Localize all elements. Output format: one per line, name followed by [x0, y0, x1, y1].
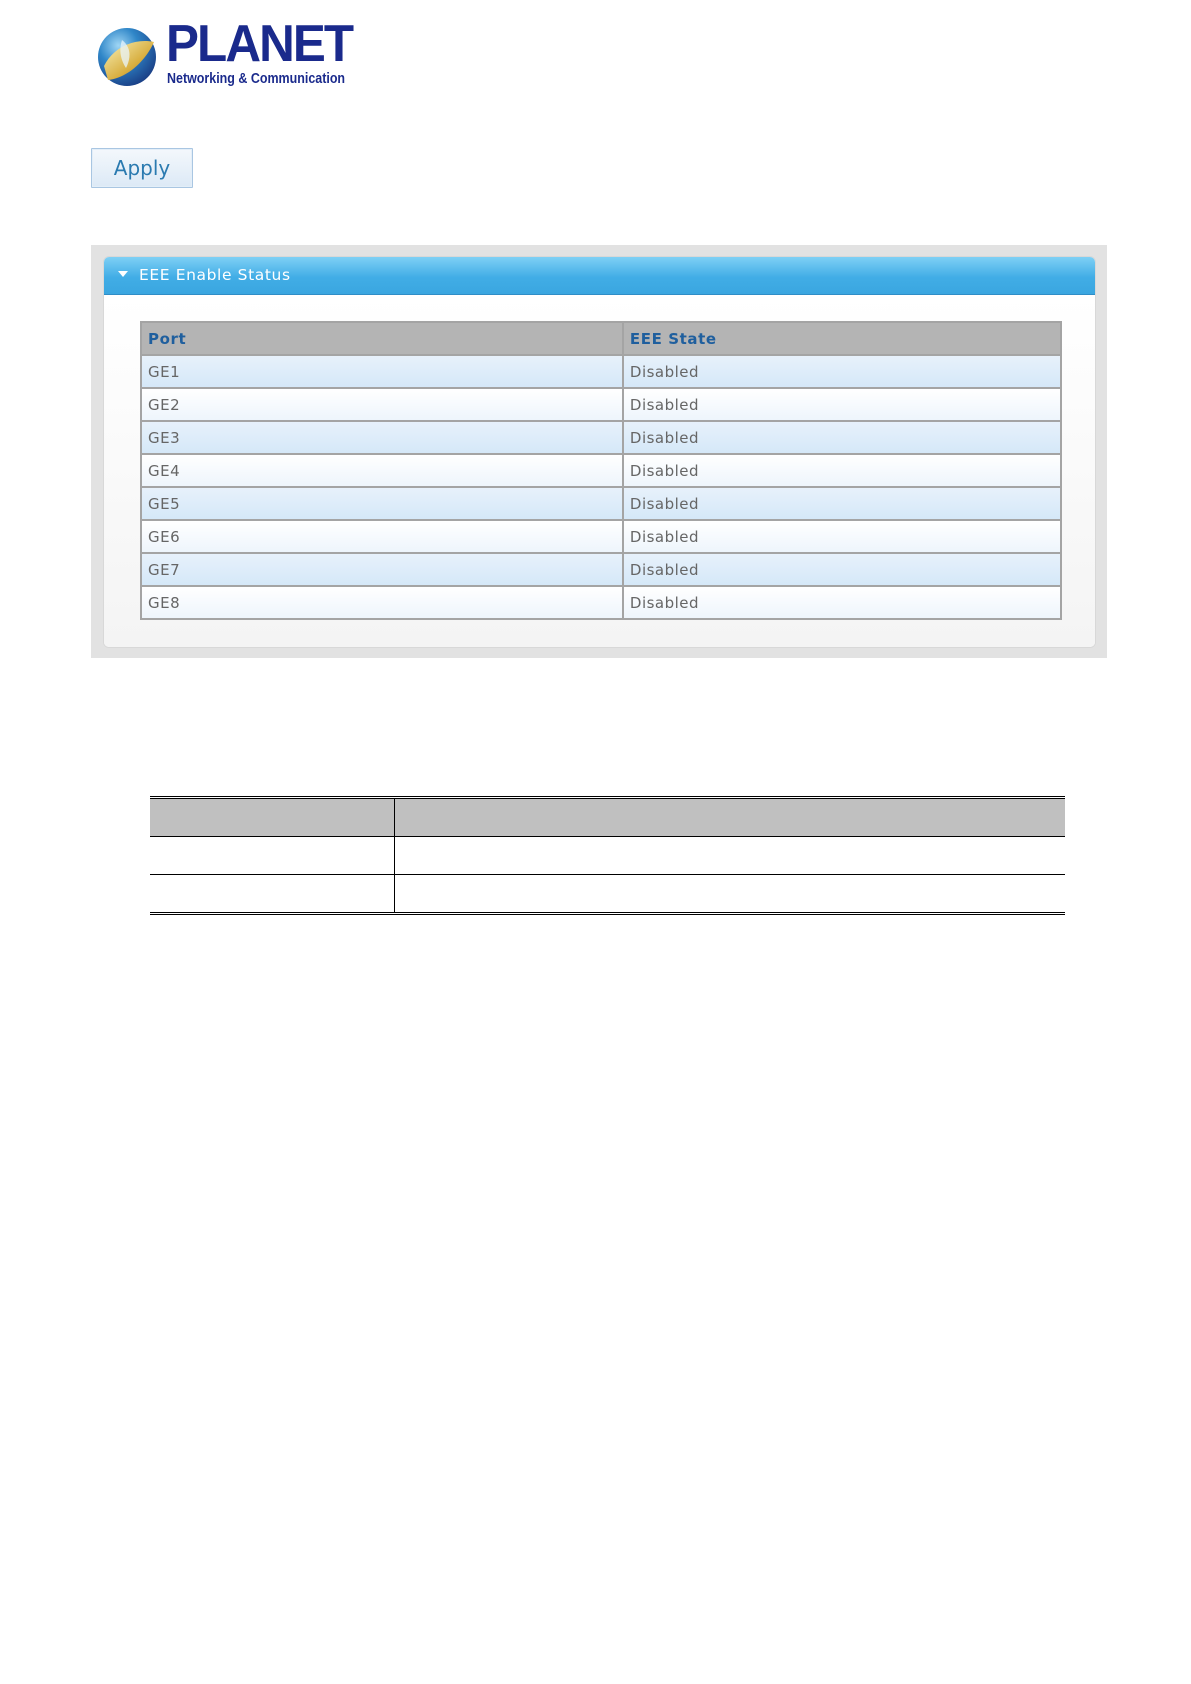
description-cell-object	[150, 837, 395, 875]
port-cell: GE7	[141, 553, 623, 586]
collapse-arrow-icon[interactable]	[118, 271, 128, 277]
description-header-object	[150, 798, 395, 837]
eee-state-cell: Disabled	[623, 487, 1061, 520]
eee-status-table	[140, 321, 1062, 620]
column-header-eee-state: EEE State	[623, 322, 1061, 355]
eee-state-cell: Disabled	[623, 553, 1061, 586]
description-header-row	[150, 798, 1065, 837]
brand-tagline: Networking & Communication	[167, 71, 346, 87]
description-cell-text	[395, 875, 1066, 914]
eee-state-cell: Disabled	[623, 388, 1061, 421]
eee-state-cell: Disabled	[623, 454, 1061, 487]
panel-header[interactable]	[104, 257, 1095, 295]
port-cell: GE1	[141, 355, 623, 388]
description-header-description	[395, 798, 1066, 837]
brand-name: PLANET	[166, 15, 353, 73]
planet-logo	[96, 15, 356, 94]
eee-state-cell: Disabled	[623, 586, 1061, 619]
table-row	[141, 487, 1061, 520]
port-cell: GE2	[141, 388, 623, 421]
eee-status-panel-frame	[91, 245, 1107, 658]
port-cell: GE6	[141, 520, 623, 553]
eee-state-cell: Disabled	[623, 355, 1061, 388]
table-row	[141, 388, 1061, 421]
description-cell-object	[150, 875, 395, 914]
port-cell: GE3	[141, 421, 623, 454]
table-row	[141, 421, 1061, 454]
port-cell: GE4	[141, 454, 623, 487]
apply-button[interactable]: Apply	[91, 148, 193, 188]
table-row	[141, 355, 1061, 388]
globe-logo-icon	[96, 26, 158, 88]
port-cell: GE8	[141, 586, 623, 619]
panel-body	[104, 295, 1095, 648]
description-cell-text	[395, 837, 1066, 875]
table-row	[141, 454, 1061, 487]
panel-title: EEE Enable Status	[139, 266, 291, 284]
eee-state-cell: Disabled	[623, 421, 1061, 454]
table-row	[141, 586, 1061, 619]
table-row	[141, 520, 1061, 553]
eee-state-cell: Disabled	[623, 520, 1061, 553]
description-table	[150, 796, 1065, 915]
table-row	[150, 837, 1065, 875]
eee-status-panel	[103, 256, 1096, 648]
table-row	[141, 553, 1061, 586]
column-header-port: Port	[141, 322, 623, 355]
port-cell: GE5	[141, 487, 623, 520]
table-row	[150, 875, 1065, 914]
table-header-row	[141, 322, 1061, 355]
